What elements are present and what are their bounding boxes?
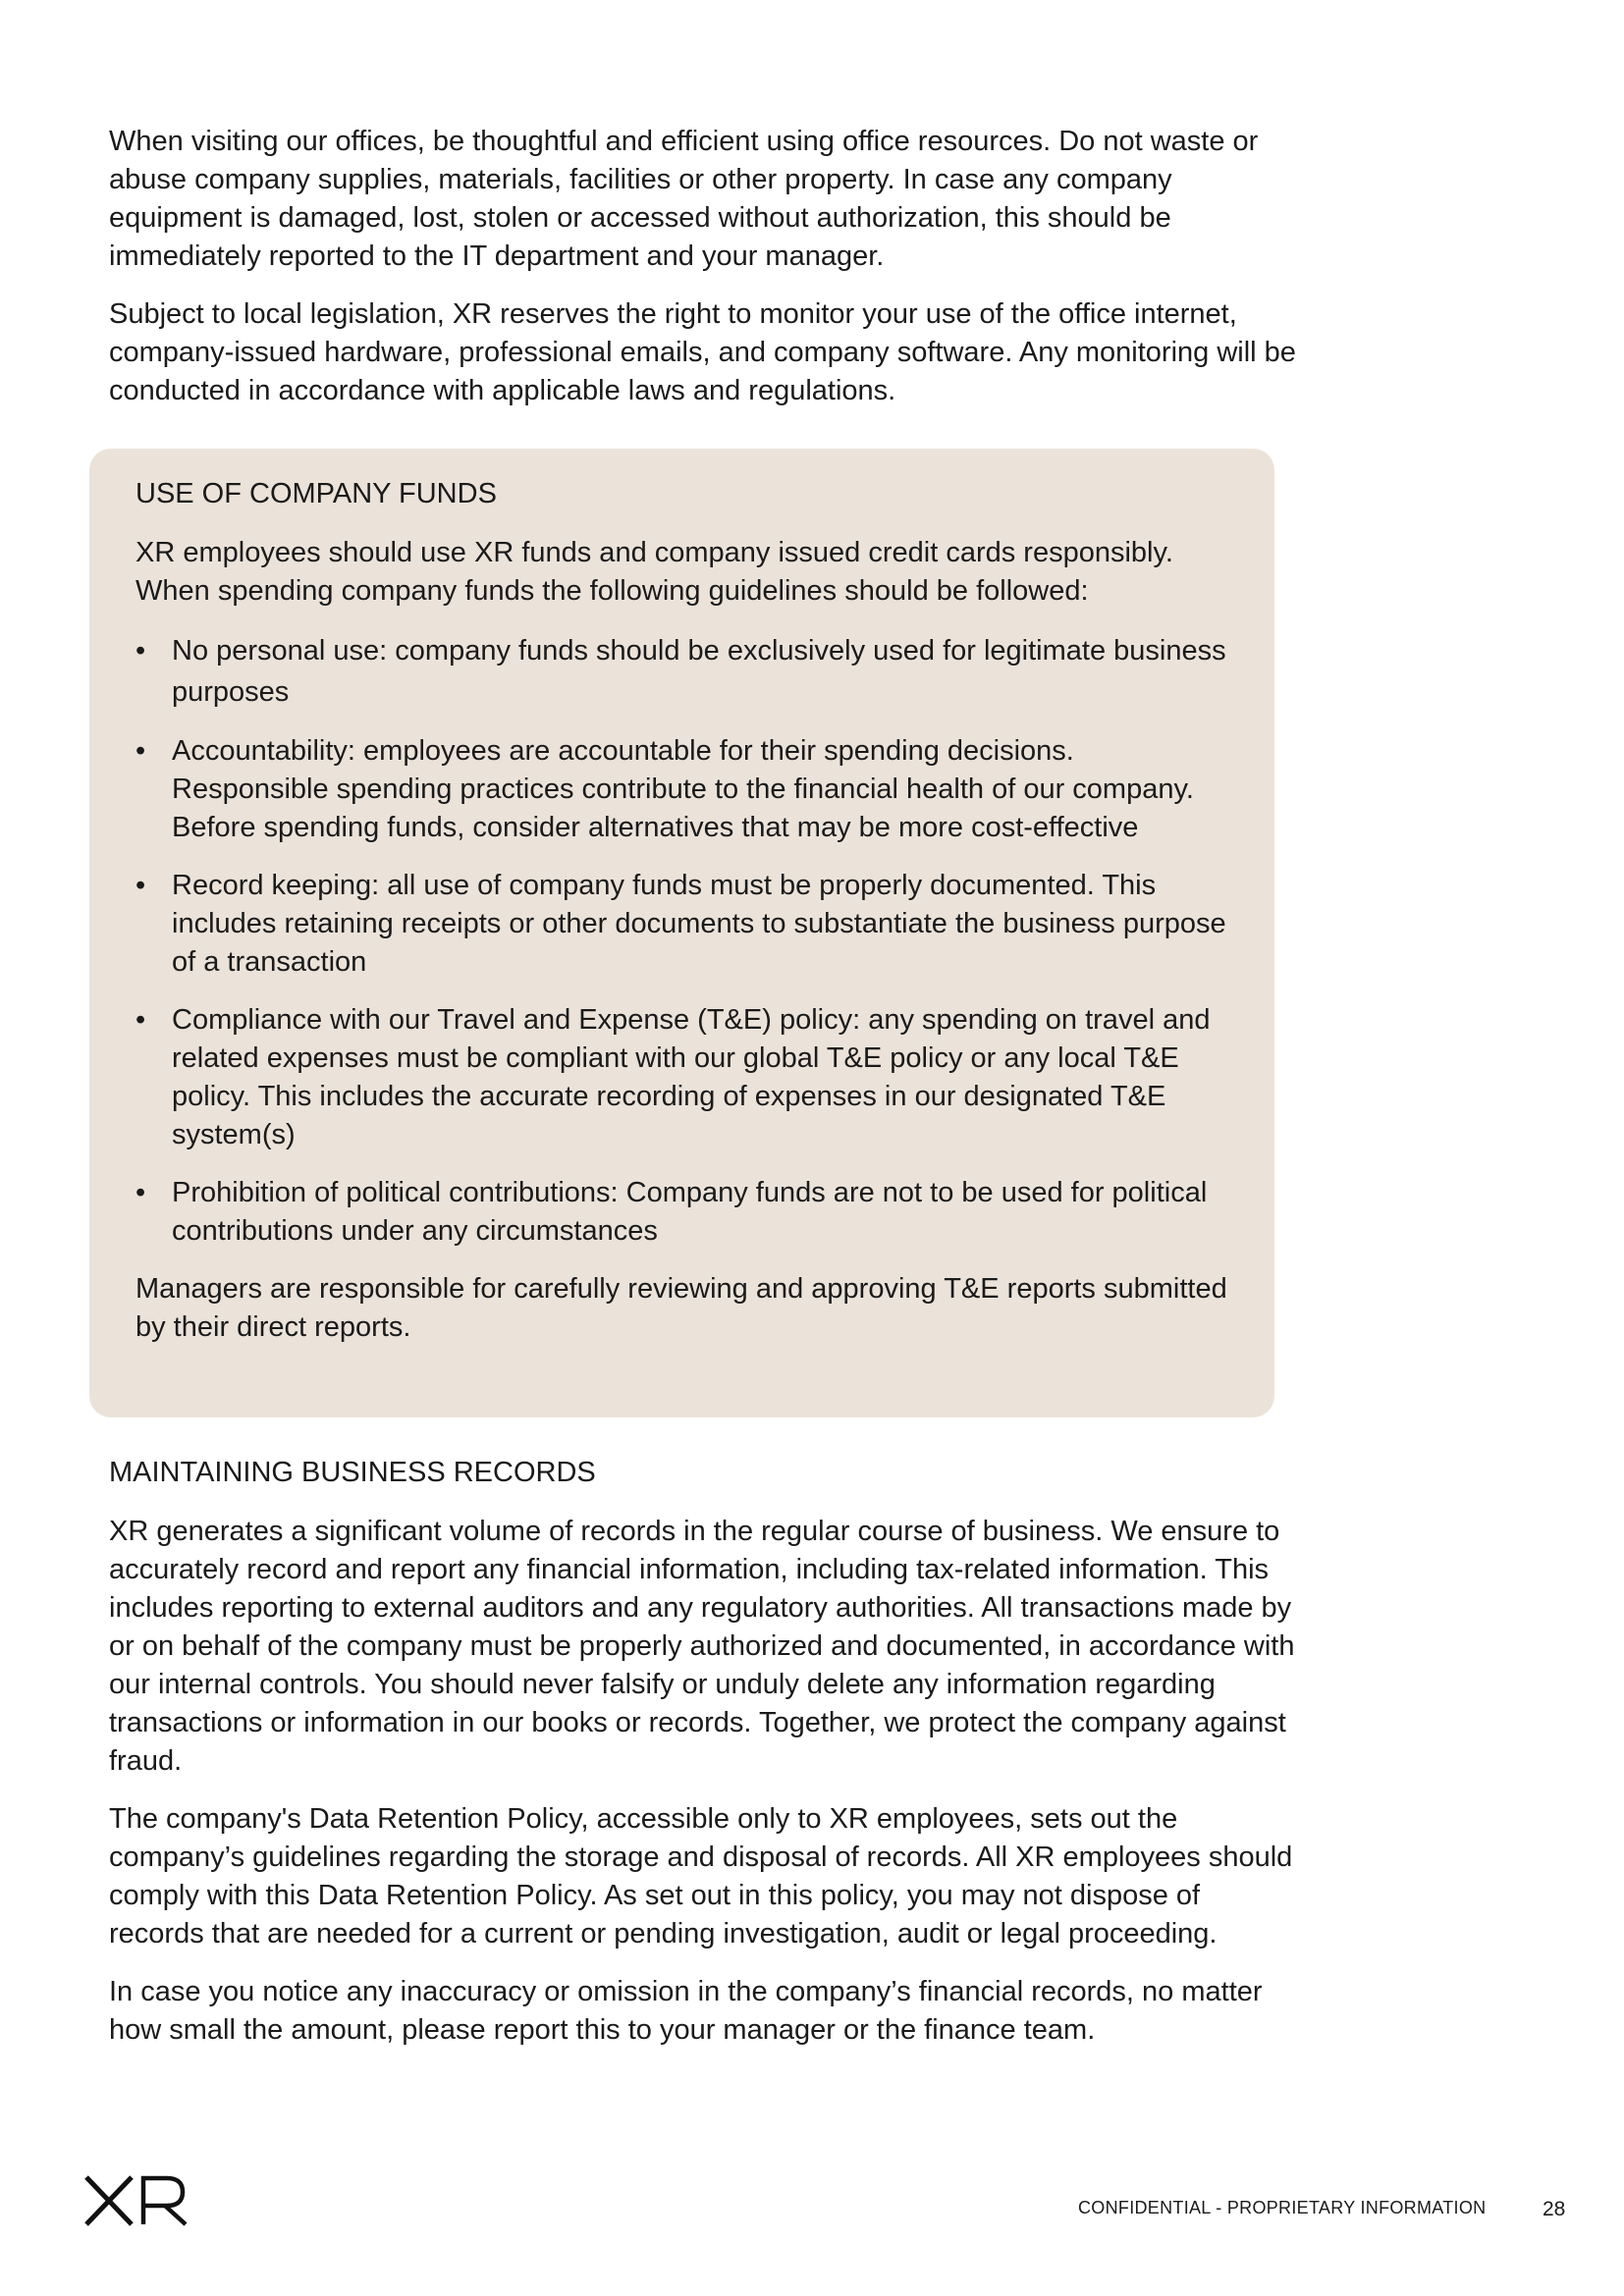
list-item: • Compliance with our Travel and Expense (T&E) policy: any spending on travel and related expenses must be compliant with our global T&E policy or any local T&E policy. This includes the accurate recording of expenses in our designated T&E system(s) [135, 1001, 1235, 1154]
list-item: • Accountability: employees are accountable for their spending decisions. Responsible spending practices contribute to the financial health of our company. Before spending funds, consider alternatives that may be more cost-effective [135, 732, 1235, 847]
company-funds-guidelines [135, 630, 1235, 1251]
company-funds-intro: XR employees should use XR funds and company issued credit cards responsibly. When spending company funds the following guidelines should be followed: [135, 537, 1173, 607]
records-paragraph-3: In case you notice any inaccuracy or omission in the company’s financial records, no matter how small the amount, please report this to your manager or the finance team. [109, 1976, 1263, 2046]
company-funds-closing: Managers are responsible for carefully reviewing and approving T&E reports submitted by their direct reports. [135, 1273, 1227, 1343]
bullet-icon: • [135, 870, 146, 901]
company-funds-callout [89, 449, 1274, 1417]
bullet-icon: • [135, 735, 146, 767]
bullet-icon: • [135, 635, 146, 667]
list-item: • No personal use: company funds should be exclusively used for legitimate business purposes [135, 630, 1235, 713]
records-paragraph-2: The company's Data Retention Policy, accessible only to XR employees, sets out the company’s guidelines regarding the storage and disposal of records. All XR employees should comply with this Data Retention Policy. As set out in this policy, you may not dispose of records that are needed for a current or pending investigation, audit or legal proceeding. [109, 1803, 1293, 1949]
office-resources-paragraph: When visiting our offices, be thoughtful and efficient using office resources. Do not waste or abuse company supplies, materials, facilities or other property. In case any company equipment is damaged, lost, stolen or accessed without authorization, this should be immediately reported to the IT department and your manager. [109, 126, 1259, 272]
list-item: • Record keeping: all use of company funds must be properly documented. This includes retaining receipts or other documents to substantiate the business purpose of a transaction [135, 867, 1235, 982]
list-item: • Prohibition of political contributions: Company funds are not to be used for political contributions under any circumstances [135, 1174, 1235, 1251]
company-funds-heading: USE OF COMPANY FUNDS [135, 478, 497, 509]
intro-section [109, 123, 1297, 430]
bullet-icon: • [135, 1177, 146, 1208]
xr-logo [84, 2175, 189, 2226]
bullet-icon: • [135, 1004, 146, 1036]
records-paragraph-1: XR generates a significant volume of records in the regular course of business. We ensure to accurately record and report any financial information, including tax-related information. This includes reporting to external auditors and any regulatory authorities. All transactions made by or on behalf of the company must be properly authorized and documented, in accordance with our internal controls. You should never falsify or unduly delete any information regarding transactions or information in our books or records. Together, we protect the company against fraud. [109, 1516, 1295, 1777]
monitoring-paragraph: Subject to local legislation, XR reserves the right to monitor your use of the office internet, company-issued hardware, professional emails, and company software. Any monitoring will be conducted in accordance with applicable laws and regulations. [109, 298, 1296, 406]
confidential-label: CONFIDENTIAL - PROPRIETARY INFORMATION [1078, 2198, 1487, 2217]
business-records-heading: MAINTAINING BUSINESS RECORDS [109, 1457, 596, 1488]
business-records-section [109, 1454, 1302, 2069]
page-number: 28 [1543, 2198, 1566, 2220]
